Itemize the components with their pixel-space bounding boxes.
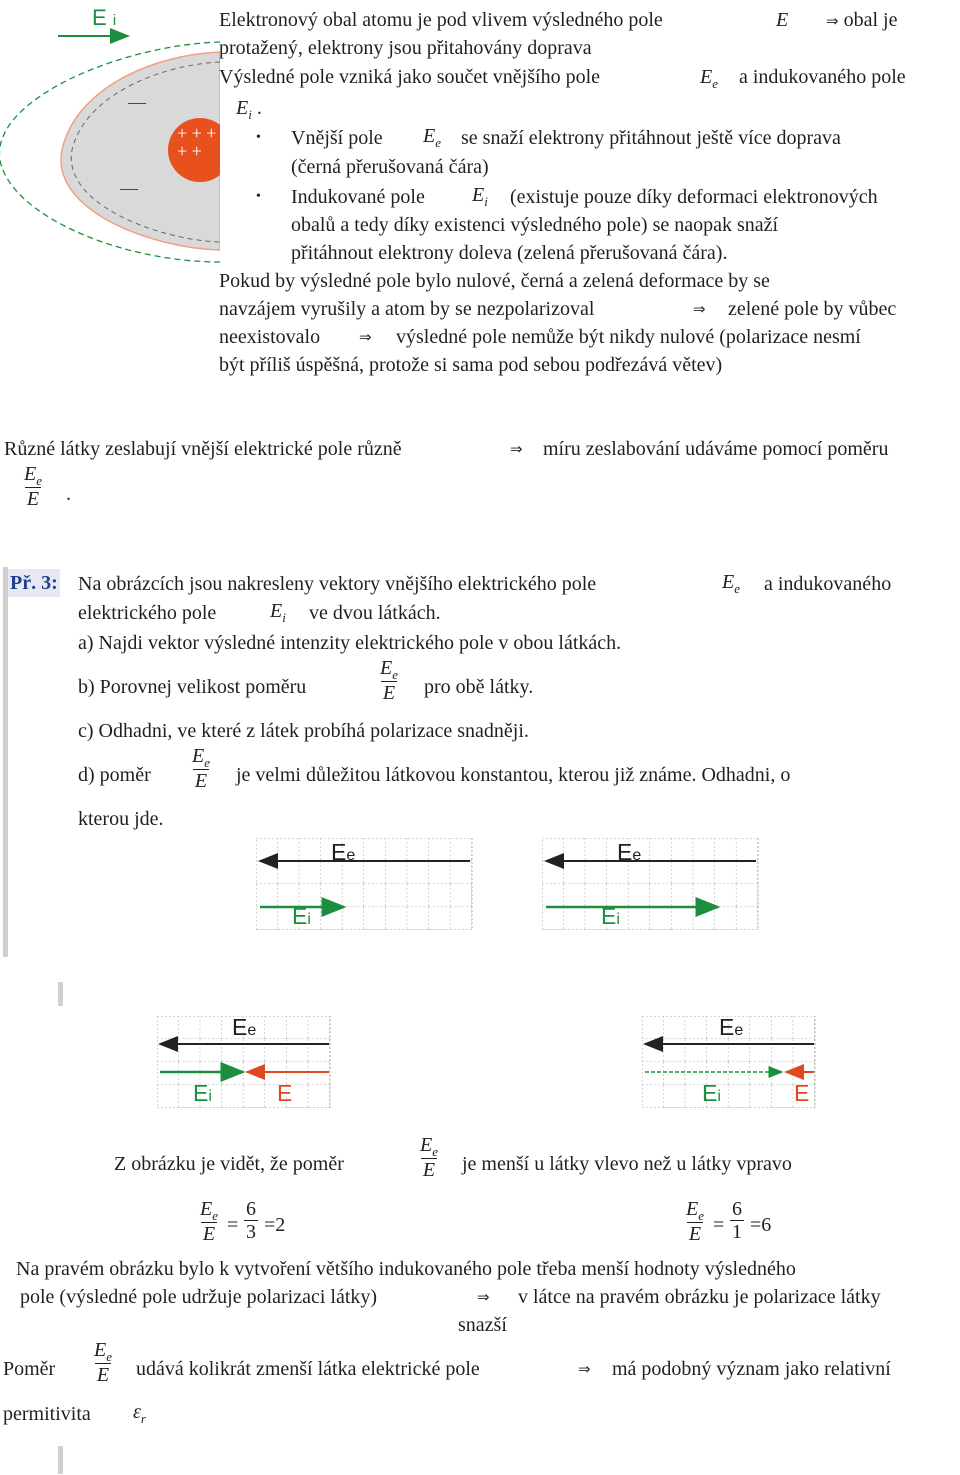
bullet-1: • (256, 130, 261, 145)
field-label: E i (92, 5, 117, 30)
svg-text:—: — (128, 92, 146, 112)
symbol-Ei-3: $E_i$ (270, 600, 286, 625)
plus-signs: + + + + + (177, 123, 217, 161)
label-Ei-2: Ei (601, 903, 620, 929)
left-equals: = (227, 1214, 239, 1236)
exercise-c: c) Odhadni, ve které z látek probíhá polarizace snadněji. (78, 720, 529, 742)
solution-s1b: je menší u látky vlevo než u látky vpravo (462, 1153, 792, 1175)
solution-s1: Z obrázku je vidět, že poměr (114, 1153, 344, 1175)
bullet2-text: Indukované pole (291, 186, 425, 208)
solution-q3: má podobný význam jako relativní (612, 1358, 891, 1380)
left-result: =2 (264, 1214, 286, 1236)
implies-3: ⇒ (359, 328, 372, 346)
left-value-fraction: $\frac{6}{3}$ (246, 1198, 256, 1243)
label-E-1: E (277, 1080, 293, 1106)
bullet1-text: Vnější pole (291, 127, 383, 149)
intro-line-1: Elektronový obal atomu je pod vlivem výsledného pole (219, 9, 663, 31)
label-Ee-1: Ee (331, 839, 356, 865)
symbol-Ee-3: $E_e$ (722, 571, 740, 596)
label-E-2: E (794, 1080, 810, 1106)
solution-q4: permitivita (3, 1403, 91, 1425)
bullet2-text-c: obalů a tedy díky existenci výsledného pole) se naopak snaží (291, 214, 779, 236)
exercise-sidebar (3, 567, 8, 957)
bullet-2: • (256, 189, 261, 204)
para-line-3: neexistovalo (219, 326, 321, 348)
intro-line-3b: a indukovaného pole (739, 66, 906, 88)
ratio-dot: . (66, 483, 71, 505)
exercise-d2: je velmi důležitou látkovou konstantou, kterou již známe. Odhadni, o (236, 764, 791, 786)
para-line-3b: výsledné pole nemůže být nikdy nulové (polarizace nesmí (396, 326, 861, 348)
ratio-text-b: míru zeslabování udáváme pomocí poměru (543, 438, 889, 460)
solution-p2b: v látce na pravém obrázku je polarizace látky (518, 1286, 881, 1308)
exercise-a: a) Najdi vektor výsledné intenzity elektrického pole v obou látkách. (78, 632, 622, 654)
exercise-b2: pro obě látky. (424, 676, 534, 698)
svg-text:—: — (120, 178, 138, 198)
implies-6: ⇒ (578, 1360, 591, 1378)
para-line-1: Pokud by výsledné pole bylo nulové, černá a zelená deformace by se (219, 270, 770, 292)
solution-q-fraction: $\frac{E_e}{E}$ (94, 1339, 112, 1386)
bullet1-text-b: se snaží elektrony přitáhnout ještě více doprava (461, 127, 841, 149)
ratio-fraction: $\frac{E_e}{E}$ (24, 463, 42, 510)
symbol-Ee-1: $E_e$ (700, 66, 718, 91)
solution-p1: Na pravém obrázku bylo k vytvoření většího indukovaného pole třeba menší hodnoty výsledného (16, 1258, 796, 1280)
symbol-Ee-2: $E_e$ (423, 125, 441, 150)
para-line-4: být příliš úspěšná, protože si sama pod sebou podřezává větev) (219, 354, 723, 376)
solution-fraction: $\frac{E_e}{E}$ (420, 1134, 438, 1181)
exercise-label: Př. 3: (8, 569, 60, 597)
exercise-d: d) poměr (78, 764, 151, 786)
exercise-l2: elektrického pole (78, 602, 217, 624)
bottom-marker (58, 1446, 63, 1474)
exercise-b-fraction: $\frac{E_e}{E}$ (380, 657, 398, 704)
exercise-l2b: ve dvou látkách. (309, 602, 441, 624)
right-value-fraction: $\frac{6}{1}$ (732, 1198, 742, 1243)
exercise-diagram-left (256, 838, 480, 930)
solution-q: Poměr (3, 1358, 56, 1380)
implies-1: ⇒ obal je (826, 9, 898, 31)
right-equals: = (713, 1214, 725, 1236)
exercise-d-fraction: $\frac{E_e}{E}$ (192, 745, 210, 792)
implies-5: ⇒ (477, 1288, 490, 1306)
exercise-l1: Na obrázcích jsou nakresleny vektory vnějšího elektrického pole (78, 573, 597, 595)
para-line-2: navzájem vyrušily a atom by se nezpolarizoval (219, 298, 595, 320)
label-Ei-3: Ei (193, 1080, 212, 1106)
label-Ei-4: Ei (702, 1080, 721, 1106)
exercise-b: b) Porovnej velikost poměru (78, 676, 307, 698)
exercise-l1b: a indukovaného (764, 573, 892, 595)
label-Ee-2: Ee (617, 839, 642, 865)
para-line-2b: zelené pole by vůbec (728, 298, 897, 320)
solution-p2: pole (výsledné pole udržuje polarizaci látky) (20, 1286, 378, 1308)
label-Ei-1: Ei (292, 903, 311, 929)
left-ratio-fraction: $\frac{E_e}{E}$ (200, 1198, 218, 1245)
right-result: =6 (750, 1214, 772, 1236)
symbol-Ei-2: $E_i$ (472, 184, 488, 209)
symbol-Ei-1: $E_i$ . (236, 97, 262, 122)
exercise-d3: kterou jde. (78, 808, 164, 830)
ratio-text: Různé látky zeslabují vnější elektrické pole různě (4, 438, 402, 460)
solution-p3: snazší (458, 1314, 507, 1336)
bullet2-text-d: přitáhnout elektrony doleva (zelená přerušovaná čára). (291, 242, 728, 264)
implies-2: ⇒ (693, 300, 706, 318)
right-ratio-fraction: $\frac{E_e}{E}$ (686, 1198, 704, 1245)
solution-marker (58, 982, 63, 1006)
bullet1-text-c: (černá přerušovaná čára) (291, 156, 489, 178)
intro-line-3: Výsledné pole vzniká jako součet vnějšího pole (219, 66, 601, 88)
exercise-diagram-right (542, 838, 766, 930)
implies-4: ⇒ (510, 440, 523, 458)
bullet2-text-b: (existuje pouze díky deformaci elektronových (510, 186, 878, 208)
label-Ee-3: Ee (232, 1014, 257, 1040)
label-Ee-4: Ee (719, 1014, 744, 1040)
symbol-epsilon-r: $\varepsilon_r$ (133, 1401, 146, 1426)
symbol-E: E (776, 9, 789, 31)
solution-q2: udává kolikrát zmenší látka elektrické pole (136, 1358, 480, 1380)
intro-line-2: protažený, elektrony jsou přitahovány doprava (219, 37, 592, 59)
